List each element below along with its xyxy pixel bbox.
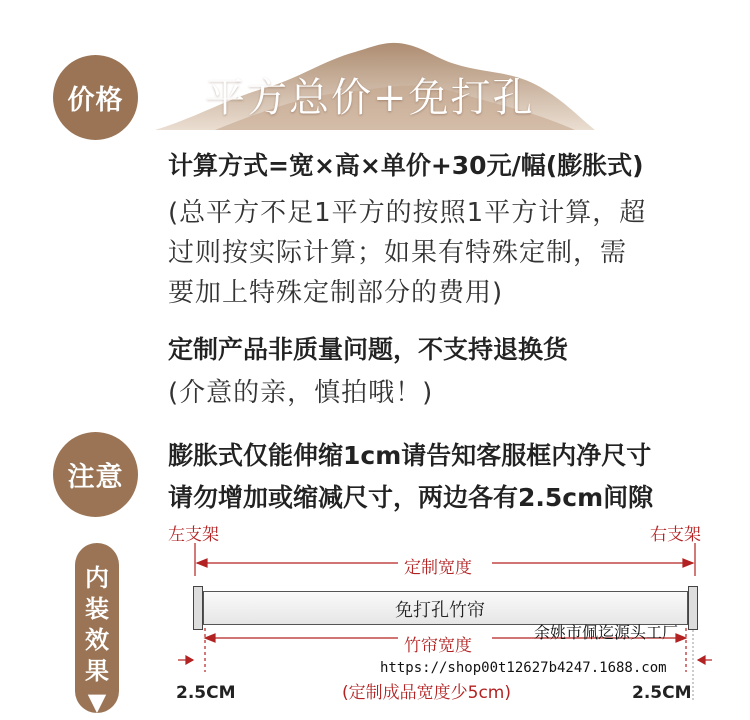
gap-left-label: 2.5CM bbox=[176, 683, 236, 703]
pricing-formula: 计算方式=宽×高×单价+30元/幅(膨胀式) bbox=[168, 151, 644, 180]
explanation-line-2: 过则按实际计算；如果有特殊定制，需 bbox=[168, 238, 628, 268]
right-bracket-label: 右支架 bbox=[650, 525, 701, 545]
side-tag-char: 果 bbox=[85, 657, 109, 685]
down-arrow-icon: ▼ bbox=[87, 688, 107, 716]
left-bracket-label: 左支架 bbox=[168, 525, 219, 545]
side-tag-char: 内 bbox=[85, 564, 109, 592]
width-reduction-note: (定制成品宽度少5cm) bbox=[342, 683, 511, 703]
custom-width-label: 定制宽度 bbox=[400, 553, 476, 578]
blind-width-label: 竹帘宽度 bbox=[400, 631, 476, 656]
note-line-1: 膨胀式仅能伸缩1cm请告知客服框内净尺寸 bbox=[168, 441, 652, 470]
url-watermark: https://shop00t12627b4247.1688.com bbox=[380, 660, 667, 676]
explanation-line-3: 要加上特殊定制部分的费用) bbox=[168, 278, 504, 308]
note-line-2: 请勿增加或缩减尺寸，两边各有2.5cm间隙 bbox=[168, 483, 654, 512]
side-tag-char: 装 bbox=[85, 595, 109, 623]
page-title: 平方总价+免打孔 bbox=[205, 75, 535, 121]
arrow-head bbox=[197, 559, 207, 567]
notice-remark: (介意的亲，慎拍哦！) bbox=[168, 378, 434, 408]
right-bracket bbox=[688, 586, 698, 630]
product-label: 免打孔竹帘 bbox=[395, 600, 485, 621]
arrow-head bbox=[698, 656, 705, 664]
gap-right-label: 2.5CM bbox=[632, 683, 692, 703]
no-return-notice: 定制产品非质量问题，不支持退换货 bbox=[168, 335, 569, 364]
arrow-head bbox=[186, 656, 193, 664]
shop-watermark: 余姚市佩迄源头工厂 bbox=[534, 623, 679, 642]
note-badge: 注意 bbox=[53, 432, 138, 517]
arrow-head bbox=[205, 634, 215, 642]
arrow-head bbox=[683, 559, 693, 567]
explanation-line-1: (总平方不足1平方的按照1平方计算，超 bbox=[168, 198, 647, 228]
left-bracket bbox=[193, 586, 203, 630]
side-tag-char: 效 bbox=[85, 626, 109, 654]
price-badge: 价格 bbox=[53, 55, 138, 140]
